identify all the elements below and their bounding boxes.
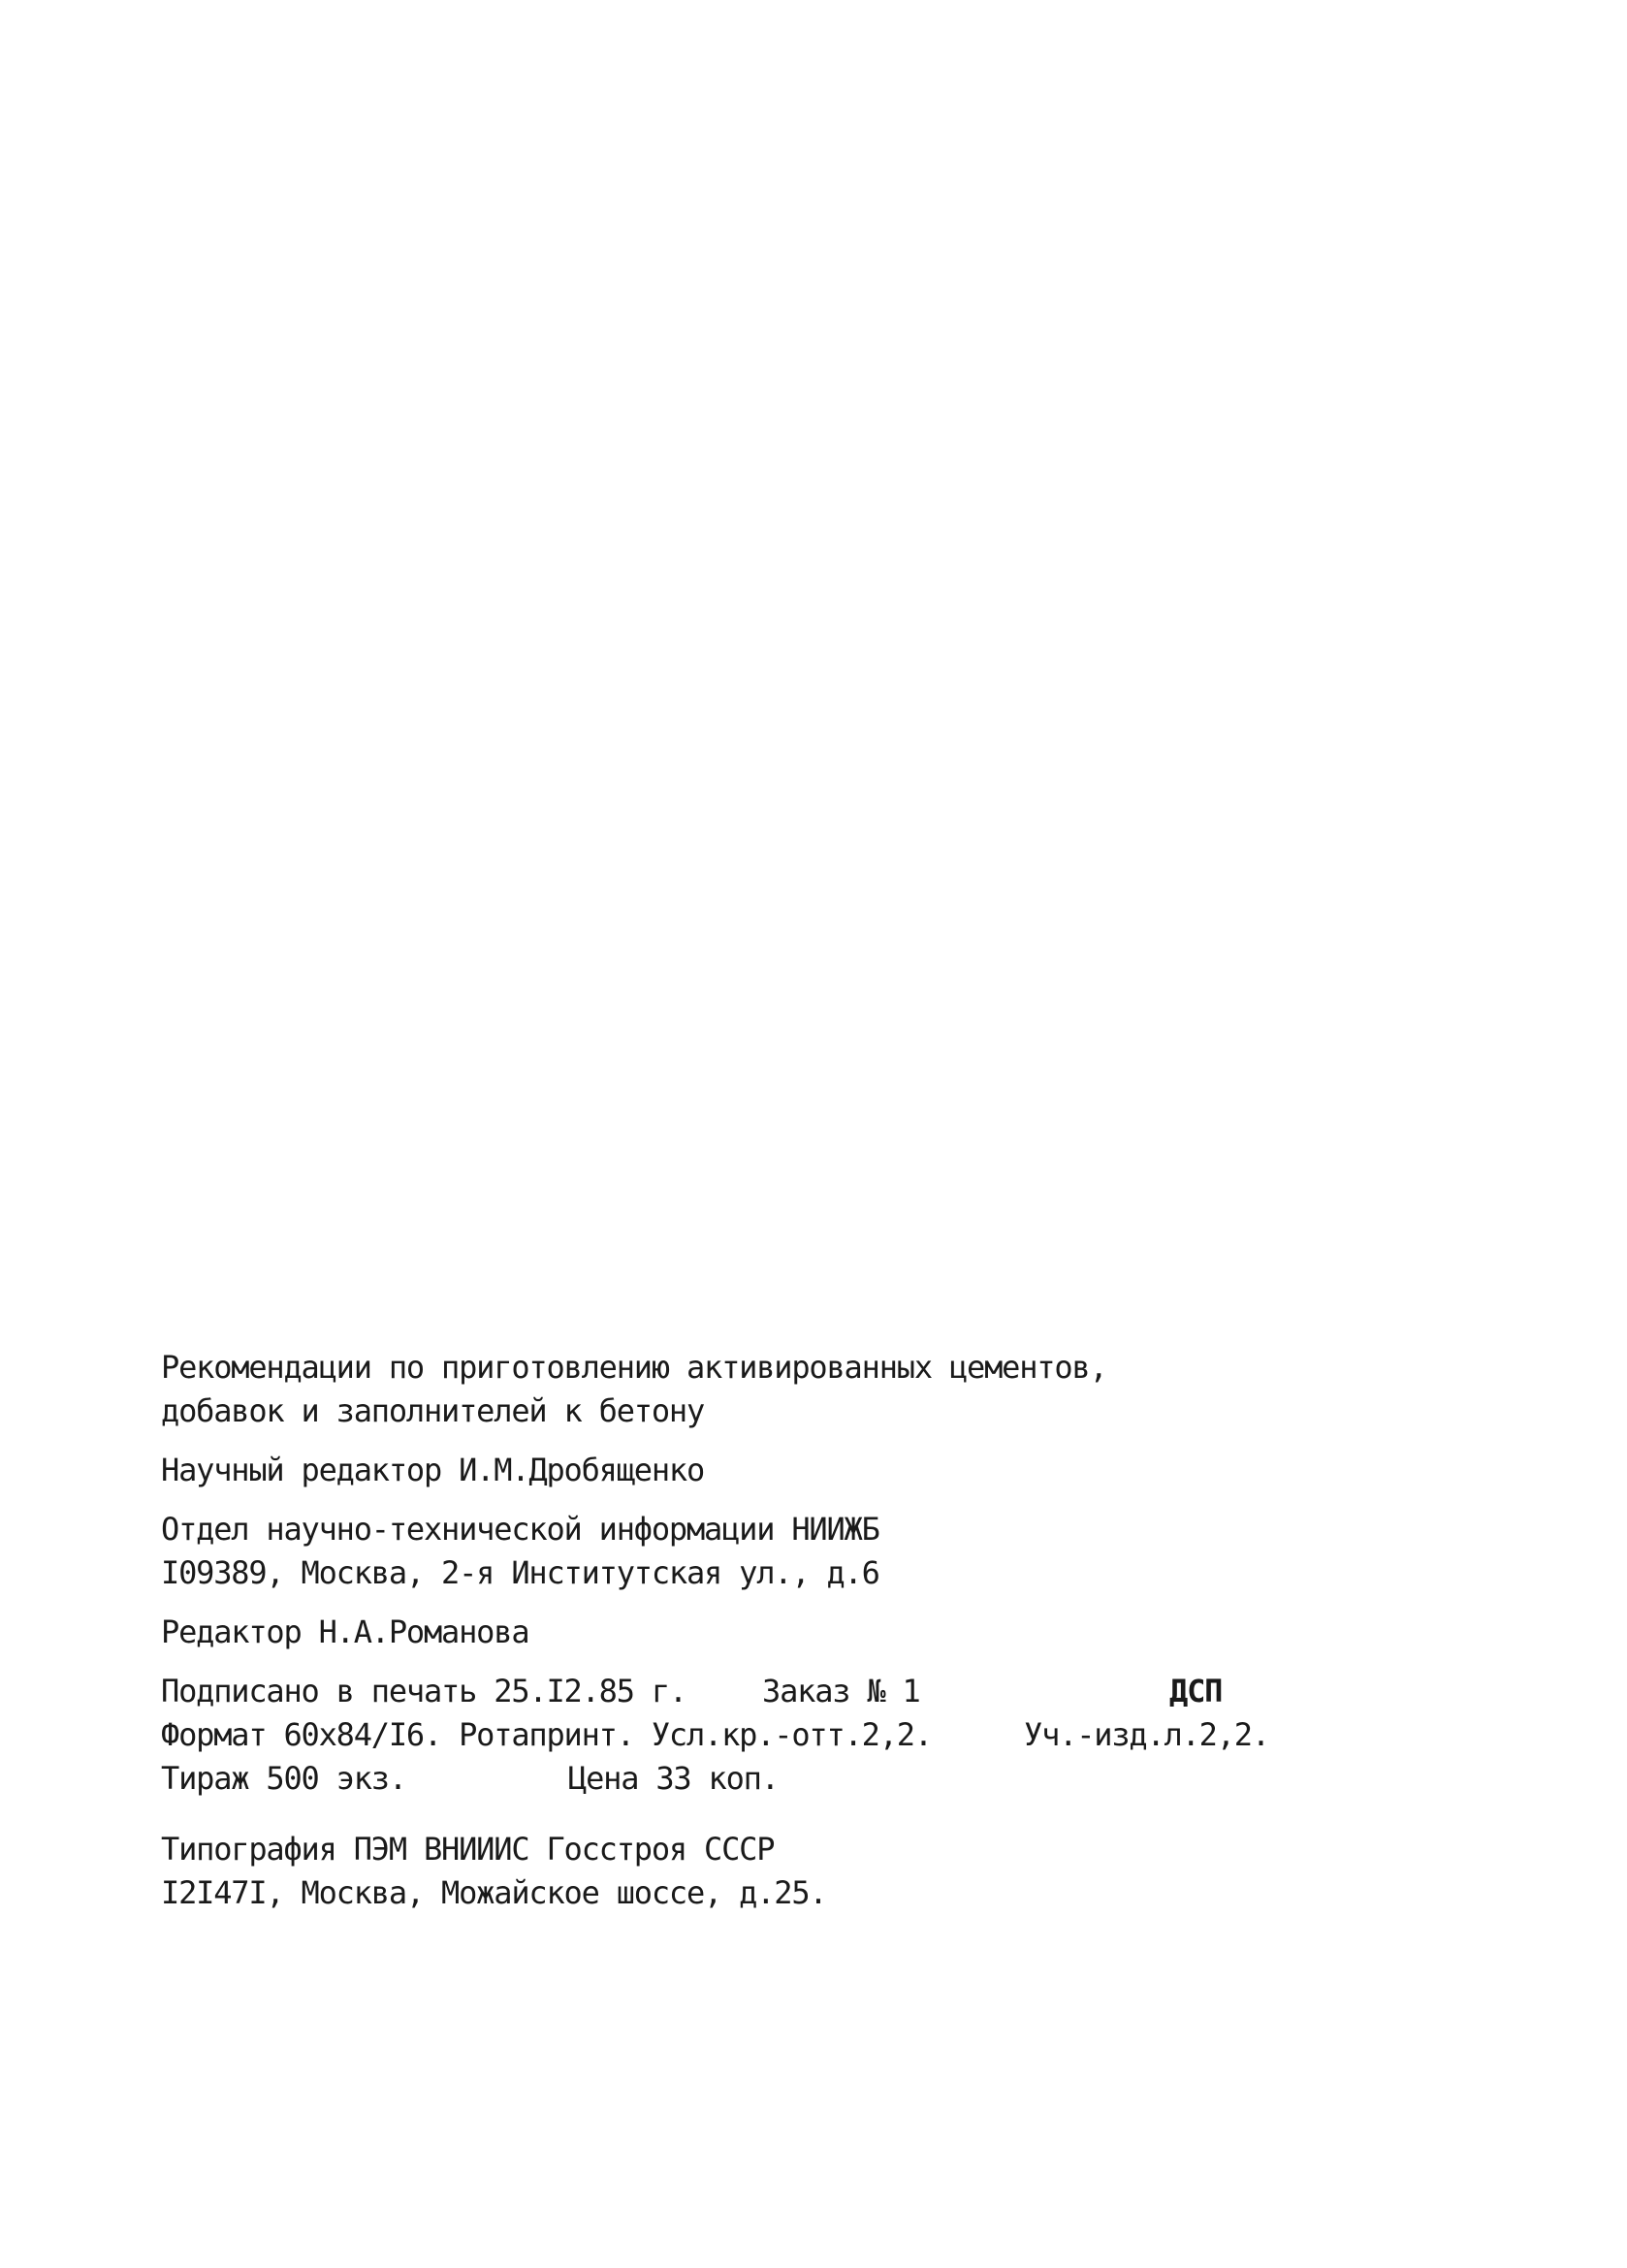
department-address: I09389, Москва, 2-я Институтская ул., д.6 xyxy=(161,1554,879,1591)
colophon xyxy=(161,1346,1567,1915)
order-number: Заказ № 1 xyxy=(762,1673,920,1709)
signed-date: Подписано в печать 25.I2.85 г. xyxy=(161,1673,686,1709)
scientific-editor: Научный редактор И.М.Дробященко xyxy=(161,1452,705,1488)
format-row xyxy=(161,1713,1567,1757)
format-info: Формат 60х84/I6. Ротапринт. Усл.кр.-отт.2,2. xyxy=(161,1716,932,1753)
price: Цена 33 коп. xyxy=(568,1760,779,1797)
printer-address: I2I47I, Москва, Можайское шоссе, д.25. xyxy=(161,1874,827,1911)
classification-mark: ДСП xyxy=(1169,1673,1223,1709)
circulation-row xyxy=(161,1757,1567,1801)
editor: Редактор Н.А.Романова xyxy=(161,1613,529,1650)
title-line-2: добавок и заполнителей к бетону xyxy=(161,1392,705,1429)
circulation: Тираж 500 экз. xyxy=(161,1760,406,1797)
print-signed-row xyxy=(161,1670,1567,1713)
printer-line-1: Типография ПЭМ ВНИИИС Госстроя СССР xyxy=(161,1831,775,1868)
publishing-sheets: Уч.-изд.л.2,2. xyxy=(1024,1716,1269,1753)
title-line-1: Рекомендации по приготовлению активированных цементов, xyxy=(161,1349,1107,1386)
department-line-1: Отдел научно-технической информации НИИЖБ xyxy=(161,1511,879,1548)
